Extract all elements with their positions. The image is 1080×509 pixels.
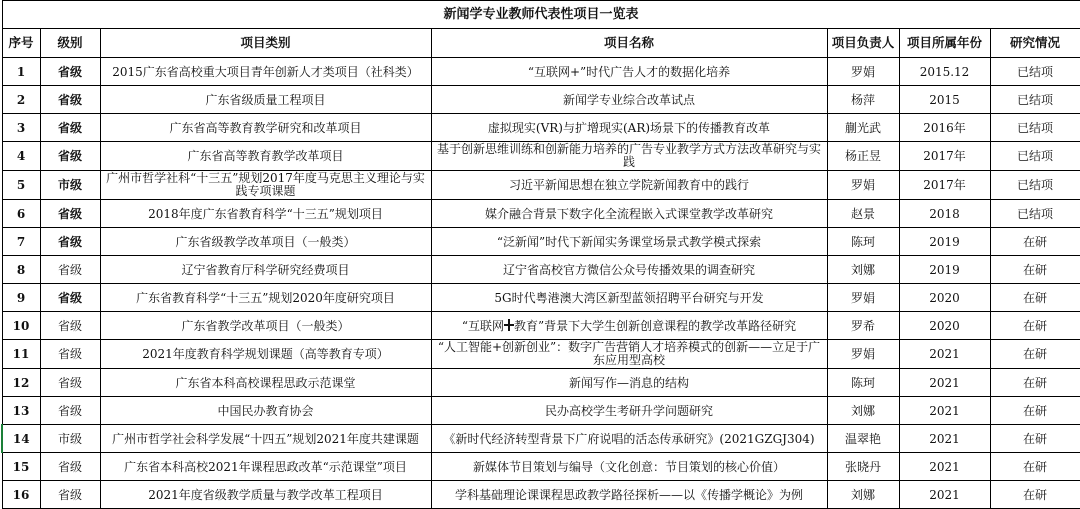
cell-level[interactable]: 省级 (40, 114, 100, 142)
cell-category[interactable] (100, 256, 431, 284)
cell-level[interactable]: 省级 (40, 340, 100, 369)
cell-name[interactable] (431, 142, 827, 171)
category-text: 2018年度广东省教育科学“十三五”规划项目 (148, 206, 383, 221)
cell-leader[interactable]: 刘娜 (827, 256, 899, 284)
category-text: 2015广东省高校重大项目青年创新人才类项目（社科类） (112, 64, 419, 79)
project-table (1, 0, 1080, 509)
cell-year[interactable]: 2018 (899, 200, 990, 228)
category-text: 广州市哲学社科“十三五”规划2017年度马克思主义理论与实践专项课题 (106, 171, 425, 198)
category-text: 广东省本科高校2021年课程思政改革“示范课堂”项目 (124, 459, 407, 474)
table-row (2, 340, 1080, 369)
cell-level[interactable]: 省级 (40, 284, 100, 312)
cell-seq[interactable]: 4 (2, 142, 40, 171)
cell-category[interactable] (100, 397, 431, 425)
category-text: 广州市哲学社会科学发展“十四五”规划2021年度共建课题 (112, 431, 419, 446)
cell-seq[interactable]: 1 (2, 58, 40, 86)
cell-leader[interactable]: 张晓丹 (827, 453, 899, 481)
cell-status[interactable]: 已结项 (990, 58, 1080, 86)
category-text: 广东省高等教育教学研究和改革项目 (169, 120, 362, 135)
cell-status[interactable]: 在研 (990, 369, 1080, 397)
cell-category[interactable] (100, 171, 431, 200)
cell-status[interactable]: 已结项 (990, 171, 1080, 200)
name-text: 媒介融合背景下数字化全流程嵌入式课堂教学改革研究 (484, 206, 773, 221)
cell-level[interactable]: 省级 (40, 142, 100, 171)
cell-name[interactable] (431, 256, 827, 284)
cell-seq[interactable]: 14 (2, 425, 40, 453)
cell-level[interactable]: 省级 (40, 453, 100, 481)
cell-status[interactable]: 在研 (990, 312, 1080, 340)
cell-name[interactable] (431, 312, 827, 340)
table-row (2, 453, 1080, 481)
cell-name[interactable] (431, 340, 827, 369)
cell-category[interactable] (100, 200, 431, 228)
cell-seq[interactable]: 10 (2, 312, 40, 340)
cell-seq[interactable]: 6 (2, 200, 40, 228)
name-text: 《新时代经济转型背景下广府说唱的活态传承研究》(2021GZGJ304) (443, 431, 815, 446)
cell-leader[interactable]: 陈珂 (827, 369, 899, 397)
cell-leader[interactable]: 赵景 (827, 200, 899, 228)
cell-seq[interactable]: 16 (2, 481, 40, 509)
cell-leader[interactable]: 罗娟 (827, 171, 899, 200)
cell-seq[interactable]: 11 (2, 340, 40, 369)
cell-leader[interactable]: 罗娟 (827, 340, 899, 369)
cell-category[interactable] (100, 340, 431, 369)
table-row (2, 200, 1080, 228)
cell-name[interactable] (431, 114, 827, 142)
category-text: 中国民办教育协会 (217, 403, 314, 418)
cell-name[interactable] (431, 453, 827, 481)
cell-category[interactable] (100, 86, 431, 114)
cell-category[interactable] (100, 142, 431, 171)
cell-status[interactable]: 已结项 (990, 86, 1080, 114)
cell-year[interactable]: 2021 (899, 369, 990, 397)
cell-name[interactable] (431, 284, 827, 312)
cell-year[interactable]: 2021 (899, 453, 990, 481)
cell-year[interactable]: 2020 (899, 284, 990, 312)
cell-seq[interactable]: 5 (2, 171, 40, 200)
cell-level[interactable]: 省级 (40, 397, 100, 425)
cell-year[interactable]: 2015.12 (899, 58, 990, 86)
name-text: 习近平新闻思想在独立学院新闻教育中的践行 (508, 178, 749, 192)
table-row (2, 171, 1080, 200)
cell-level[interactable]: 省级 (40, 481, 100, 509)
cell-category[interactable] (100, 453, 431, 481)
table-row (2, 256, 1080, 284)
cell-name[interactable] (431, 425, 827, 453)
header-seq[interactable]: 序号 (2, 29, 40, 58)
cell-status[interactable]: 在研 (990, 340, 1080, 369)
header-name[interactable]: 项目名称 (431, 29, 827, 58)
category-text: 广东省级教学改革项目（一般类） (175, 234, 356, 249)
cell-name[interactable] (431, 58, 827, 86)
table-row (2, 228, 1080, 256)
table-row (2, 312, 1080, 340)
cell-seq[interactable]: 12 (2, 369, 40, 397)
name-text: 新媒体节目策划与编导（文化创意：节目策划的核心价值） (472, 459, 785, 474)
cell-name[interactable] (431, 228, 827, 256)
name-text: 新闻学专业综合改革试点 (562, 92, 695, 107)
cell-year[interactable]: 2020 (899, 312, 990, 340)
category-text: 广东省教学改革项目（一般类） (181, 318, 350, 333)
cell-status[interactable]: 在研 (990, 256, 1080, 284)
cell-seq[interactable]: 3 (2, 114, 40, 142)
name-text: 民办高校学生考研升学问题研究 (544, 403, 713, 418)
cell-year[interactable]: 2017年 (899, 142, 990, 171)
cell-year[interactable]: 2017年 (899, 171, 990, 200)
cell-level[interactable]: 省级 (40, 369, 100, 397)
cell-year[interactable]: 2021 (899, 481, 990, 509)
cell-status[interactable]: 已结项 (990, 200, 1080, 228)
cell-status[interactable]: 在研 (990, 228, 1080, 256)
cell-year[interactable]: 2015 (899, 86, 990, 114)
name-text: 虚拟现实(VR)与扩增现实(AR)场景下的传播教育改革 (487, 120, 771, 135)
cell-category[interactable] (100, 312, 431, 340)
cell-leader[interactable]: 罗娟 (827, 58, 899, 86)
name-text: 新闻写作—消息的结构 (568, 375, 689, 390)
cell-year[interactable]: 2021 (899, 340, 990, 369)
cell-name[interactable] (431, 171, 827, 200)
name-text-start: “互联网 (461, 318, 504, 333)
table-row (2, 284, 1080, 312)
cell-level[interactable]: 市级 (40, 425, 100, 453)
cell-seq[interactable]: 9 (2, 284, 40, 312)
name-text: “互联网+”时代广告人才的数据化培养 (527, 64, 731, 79)
cell-level[interactable]: 省级 (40, 228, 100, 256)
crosshair-cursor-icon (504, 319, 514, 331)
category-text: 广东省高等教育教学改革项目 (187, 149, 344, 163)
cell-status[interactable]: 在研 (990, 481, 1080, 509)
cell-leader[interactable]: 刘娜 (827, 481, 899, 509)
cell-category[interactable] (100, 369, 431, 397)
cell-year[interactable]: 2021 (899, 425, 990, 453)
header-level[interactable]: 级别 (40, 29, 100, 58)
cell-name[interactable] (431, 369, 827, 397)
cell-seq[interactable]: 2 (2, 86, 40, 114)
cell-leader[interactable]: 杨萍 (827, 86, 899, 114)
table-row (2, 58, 1080, 86)
cell-category[interactable] (100, 58, 431, 86)
cell-year[interactable]: 2021 (899, 397, 990, 425)
cell-leader[interactable]: 蒯光武 (827, 114, 899, 142)
category-text: 广东省教育科学“十三五”规划2020年度研究项目 (136, 290, 395, 305)
table-row (2, 369, 1080, 397)
cell-name[interactable] (431, 86, 827, 114)
category-text: 广东省级质量工程项目 (205, 92, 326, 107)
cell-seq[interactable]: 7 (2, 228, 40, 256)
header-status[interactable]: 研究情况 (990, 29, 1080, 58)
header-leader[interactable]: 项目负责人 (827, 29, 899, 58)
cell-category[interactable] (100, 284, 431, 312)
cell-status[interactable]: 在研 (990, 284, 1080, 312)
table-row (2, 86, 1080, 114)
header-category[interactable]: 项目类别 (100, 29, 431, 58)
cell-leader[interactable]: 温翠艳 (827, 425, 899, 453)
cell-leader[interactable]: 陈珂 (827, 228, 899, 256)
cell-leader[interactable]: 罗希 (827, 312, 899, 340)
cell-name[interactable] (431, 481, 827, 509)
cell-leader[interactable]: 刘娜 (827, 397, 899, 425)
cell-year[interactable]: 2016年 (899, 114, 990, 142)
cell-level[interactable]: 省级 (40, 58, 100, 86)
category-text: 辽宁省教育厅科学研究经费项目 (181, 262, 350, 277)
cell-status[interactable]: 在研 (990, 453, 1080, 481)
cell-year[interactable]: 2019 (899, 228, 990, 256)
name-text: “人工智能+创新创业”：数字广告营销人才培养模式的创新——立足于广东应用型高校 (437, 340, 821, 367)
cell-status[interactable]: 在研 (990, 425, 1080, 453)
table-title[interactable]: 新闻学专业教师代表性项目一览表 (2, 1, 1080, 29)
name-text: 基于创新思维训练和创新能力培养的广告专业教学方式方法改革研究与实践 (436, 142, 821, 169)
cell-year[interactable]: 2019 (899, 256, 990, 284)
category-text: 2021年度教育科学规划课题（高等教育专项） (142, 347, 389, 361)
table-row (2, 142, 1080, 171)
cell-category[interactable] (100, 481, 431, 509)
cell-seq[interactable]: 15 (2, 453, 40, 481)
cell-level[interactable]: 省级 (40, 86, 100, 114)
cell-category[interactable] (100, 425, 431, 453)
table-row (2, 397, 1080, 425)
cell-category[interactable] (100, 228, 431, 256)
cell-seq[interactable]: 8 (2, 256, 40, 284)
name-text: 学科基础理论课课程思政教学路径探析——以《传播学概论》为例 (454, 487, 803, 502)
cell-name[interactable] (431, 200, 827, 228)
table-row (2, 114, 1080, 142)
cell-level[interactable]: 市级 (40, 171, 100, 200)
cell-name[interactable] (431, 397, 827, 425)
table-row (2, 481, 1080, 509)
name-text-end: 教育”背景下大学生创新创意课程的教学改革路径研究 (514, 318, 797, 333)
cell-status[interactable]: 已结项 (990, 142, 1080, 171)
cell-level[interactable]: 省级 (40, 256, 100, 284)
cell-level[interactable]: 省级 (40, 312, 100, 340)
name-text: 辽宁省高校官方微信公众号传播效果的调查研究 (502, 262, 755, 277)
header-row (2, 29, 1080, 58)
cell-level[interactable]: 省级 (40, 200, 100, 228)
cell-seq[interactable]: 13 (2, 397, 40, 425)
cell-leader[interactable]: 杨正昱 (827, 142, 899, 171)
category-text: 2021年度省级教学质量与教学改革工程项目 (148, 487, 383, 502)
category-text: 广东省本科高校课程思政示范课堂 (175, 375, 356, 390)
name-text: 5G时代粤港澳大湾区新型蓝领招聘平台研究与开发 (494, 290, 764, 305)
cell-leader[interactable]: 罗娟 (827, 284, 899, 312)
table-row (2, 425, 1080, 453)
cell-status[interactable]: 已结项 (990, 114, 1080, 142)
name-text: “泛新闻”时代下新闻实务课堂场景式教学模式探索 (496, 234, 762, 249)
header-year[interactable]: 项目所属年份 (899, 29, 990, 58)
cell-category[interactable] (100, 114, 431, 142)
cell-status[interactable]: 在研 (990, 397, 1080, 425)
